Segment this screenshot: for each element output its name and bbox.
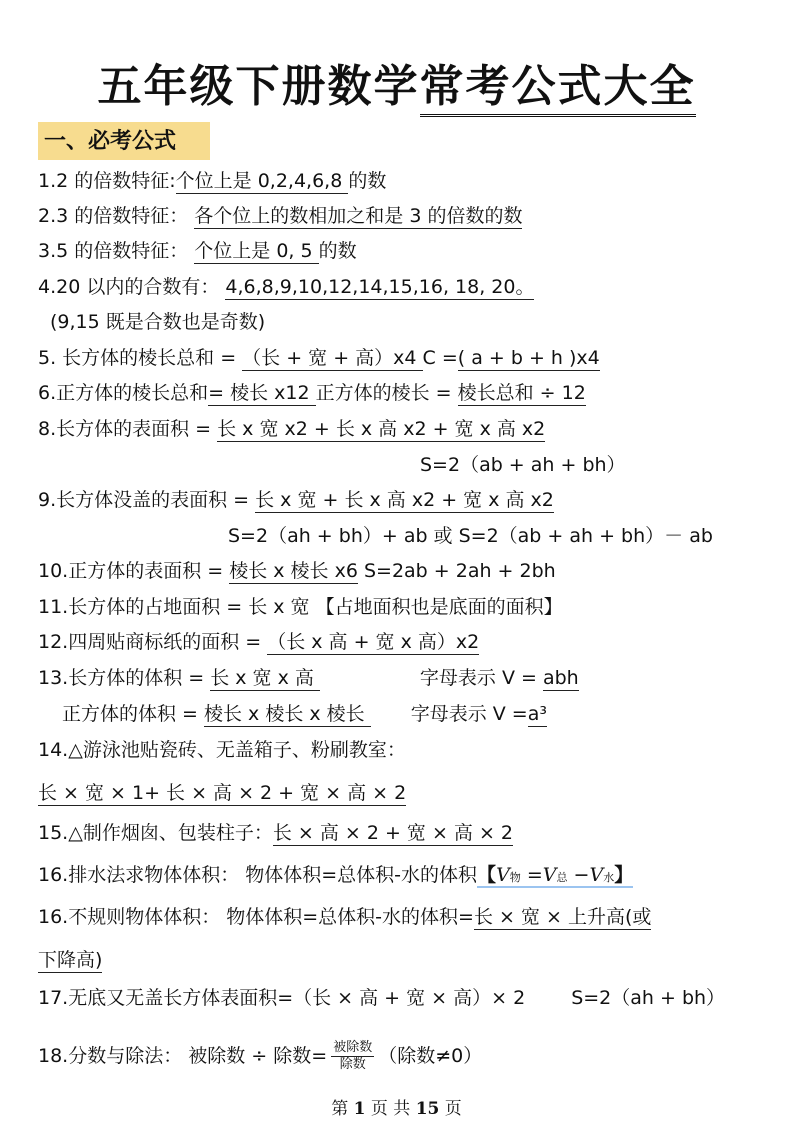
- answer: （长 x 高 + 宽 x 高）x2: [267, 631, 480, 653]
- answer: = 棱长 x12: [208, 382, 316, 404]
- letter-answer: a³: [527, 703, 547, 725]
- bracket-right: 】: [614, 864, 634, 886]
- label: 12.四周贴商标纸的面积 =: [38, 631, 268, 653]
- formula-line-11: 11.长方体的占地面积 = 长 x 宽 【占地面积也是底面的面积】: [38, 596, 563, 618]
- formula-line-16c: [38, 947, 102, 973]
- footer-text: 第: [331, 1099, 349, 1119]
- label: 16.不规则物体体积： 物体体积=总体积-水的体积=: [38, 906, 474, 928]
- answer-b: 棱长总和 ÷ 12: [457, 382, 586, 404]
- answer: 棱长 x 棱长 x 棱长: [204, 703, 371, 725]
- formula-line-14b: [38, 780, 406, 806]
- formula-8-letters: S=2（ab + ah + bh）: [420, 454, 626, 476]
- label: 8.长方体的表面积 =: [38, 418, 218, 440]
- page-footer: [0, 1094, 793, 1119]
- label: 2.3 的倍数特征：: [38, 205, 195, 227]
- label: 5. 长方体的棱长总和 =: [38, 347, 243, 369]
- formula-line-18: [38, 1040, 482, 1073]
- answer: 长 × 高 × 2 + 宽 × 高 × 2: [272, 822, 514, 844]
- numerator: 被除数: [333, 1040, 373, 1055]
- equals: =: [520, 864, 543, 886]
- label: 4.20 以内的合数有：: [38, 276, 226, 298]
- label: 6.正方体的棱长总和: [38, 382, 209, 404]
- label: 17.无底又无盖长方体表面积=（长 × 高 + 宽 × 高）× 2: [38, 987, 526, 1009]
- var-v3: V: [589, 864, 604, 886]
- section-heading: 一、必考公式: [38, 122, 210, 160]
- var-v2: V: [542, 864, 557, 886]
- footer-text: 页: [444, 1099, 462, 1119]
- label: 1.2 的倍数特征:: [38, 170, 176, 192]
- formula-line-13: [38, 665, 579, 691]
- bracket-left: 【: [477, 864, 497, 886]
- denominator: 除数: [339, 1057, 366, 1072]
- formula-line-13b: [62, 701, 547, 727]
- answer: 个位上是 0, 5: [194, 240, 319, 262]
- formula-line-3: [38, 238, 357, 264]
- sub-3: 水: [603, 871, 615, 884]
- letter-label: 字母表示 V =: [410, 703, 528, 725]
- formula-line-14: 14.△游泳池贴瓷砖、无盖箱子、粉刷教室：: [38, 739, 406, 761]
- page-title: [0, 50, 793, 114]
- answer: 个位上是 0,2,4,6,8: [175, 170, 349, 192]
- suffix: 的数: [318, 240, 357, 262]
- formula-line-10: [38, 558, 556, 584]
- answer: （长 + 宽 + 高）x4: [242, 347, 423, 369]
- letter-label: 字母表示 V =: [419, 667, 543, 689]
- formula-line-9: [38, 487, 554, 513]
- volume-formula: [477, 864, 633, 888]
- suffix: 的数: [348, 170, 387, 192]
- formula-line-5: [38, 345, 600, 371]
- label-c: C =: [422, 347, 458, 369]
- formula-line-15: [38, 820, 513, 846]
- answer: 棱长 x 棱长 x6: [229, 560, 358, 582]
- label: 18.分数与除法： 被除数 ÷ 除数=: [38, 1045, 328, 1067]
- formula-line-2: [38, 203, 522, 229]
- answer-c: ( a + b + h )x4: [457, 347, 600, 369]
- answer: 长 x 宽 x 高: [210, 667, 320, 689]
- label: 16.排水法求物体体积： 物体体积=总体积-水的体积: [38, 864, 478, 886]
- note: （除数≠0）: [378, 1045, 483, 1067]
- letters: S=2（ah + bh）: [571, 987, 726, 1009]
- formula-line-8: [38, 416, 545, 442]
- label: 13.长方体的体积 =: [38, 667, 211, 689]
- answer: 长 × 宽 × 1+ 长 × 高 × 2 + 宽 × 高 × 2: [38, 782, 407, 804]
- title-part2: 常考公式大全: [420, 61, 696, 117]
- label: 10.正方体的表面积 =: [38, 560, 230, 582]
- answer: 各个位上的数相加之和是 3 的倍数的数: [194, 205, 523, 227]
- label: 3.5 的倍数特征：: [38, 240, 195, 262]
- formula-note-4: (9,15 既是合数也是奇数): [50, 311, 266, 333]
- var-v1: V: [496, 864, 510, 886]
- total-pages: 15: [415, 1099, 440, 1119]
- answer: 长 x 宽 + 长 x 高 x2 + 宽 x 高 x2: [255, 489, 554, 511]
- fraction: [331, 1040, 374, 1073]
- formula-line-4: [38, 274, 534, 300]
- answer: 长 x 宽 x2 + 长 x 高 x2 + 宽 x 高 x2: [217, 418, 546, 440]
- sub-2: 总: [556, 871, 568, 884]
- answer-cont: 下降高): [38, 949, 103, 971]
- label: 15.△制作烟囱、包装柱子：: [38, 822, 273, 844]
- answer: 长 × 宽 × 上升高(或: [473, 906, 652, 928]
- letter-answer: abh: [542, 667, 579, 689]
- minus: −: [567, 864, 590, 886]
- footer-text: 页 共: [370, 1099, 411, 1119]
- formula-9-letters: S=2（ah + bh）+ ab 或 S=2（ab + ah + bh）－ ab: [228, 525, 713, 547]
- label: 正方体的体积 =: [62, 703, 204, 725]
- formula-line-17: [38, 985, 725, 1011]
- label-b: 正方体的棱长 =: [315, 382, 458, 404]
- formula-line-12: [38, 629, 479, 655]
- title-part1: 五年级下册数学: [97, 61, 420, 112]
- formula-line-1: [38, 168, 386, 194]
- sub-1: 物: [509, 871, 521, 884]
- letters: S=2ab + 2ah + 2bh: [357, 560, 556, 582]
- label: 9.长方体没盖的表面积 =: [38, 489, 256, 511]
- formula-line-16b: [38, 904, 651, 930]
- formula-line-16: [38, 862, 633, 891]
- answer: 4,6,8,9,10,12,14,15,16, 18, 20。: [225, 276, 535, 298]
- formula-line-6: [38, 380, 586, 406]
- page-number: 1: [353, 1099, 366, 1119]
